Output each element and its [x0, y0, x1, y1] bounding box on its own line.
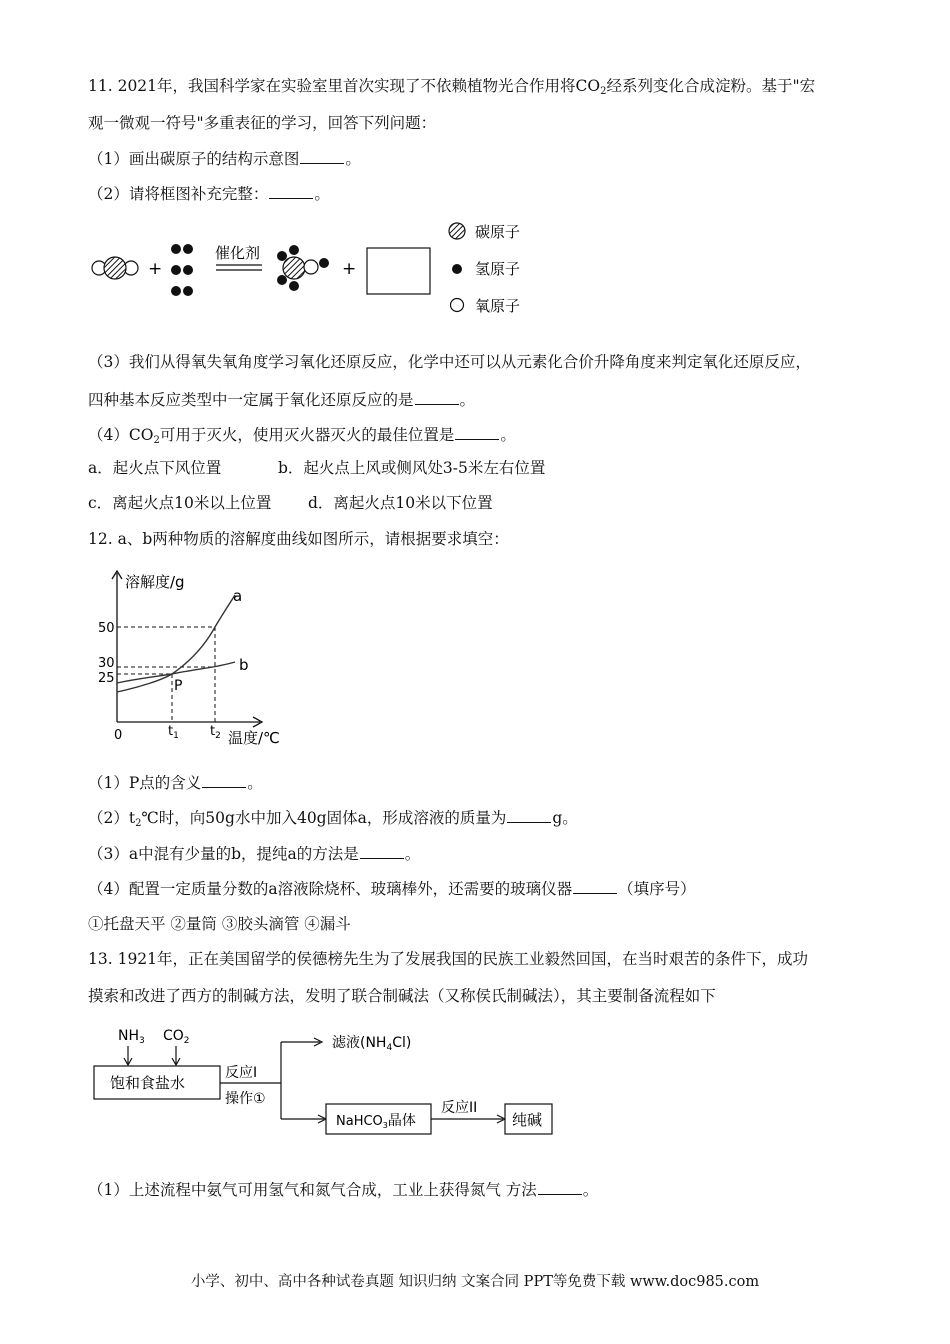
svg-text:碳原子: 碳原子	[475, 223, 521, 241]
page-footer: 小学、初中、高中各种试卷真题 知识归纳 文案合同 PPT等免费下载 www.doc985.com	[190, 1274, 760, 1290]
co2-label: $CO_2$	[163, 1028, 190, 1046]
q13-intro-line1: 13. 1921年，正在美国留学的侯德榜先生为了发展我国的民族工业毅然回国，在当时艰苦的条件下，成功	[88, 950, 809, 968]
reaction2-label: 反应II	[441, 1100, 478, 1116]
answer-blank[interactable]	[573, 879, 617, 894]
diagram-legend	[449, 223, 520, 315]
x-tick-label-t2: $t_2$	[210, 724, 221, 741]
answer-box[interactable]	[367, 248, 430, 294]
q11-part2: （2）请将框图补充完整： 。	[88, 185, 330, 203]
process-flow-diagram	[88, 1018, 558, 1143]
answer-blank[interactable]	[538, 1180, 582, 1195]
reaction-diagram	[80, 212, 550, 322]
oxygen-atom-icon	[451, 299, 464, 312]
answer-blank[interactable]	[300, 149, 344, 164]
svg-text:纯碱: 纯碱	[512, 1111, 543, 1129]
origin-label: 0	[114, 728, 123, 743]
svg-text:氢原子: 氢原子	[475, 260, 521, 278]
y-tick-label: 30	[98, 656, 115, 671]
answer-blank[interactable]	[360, 844, 404, 859]
point-p-label: P	[174, 678, 183, 694]
option-c: c．离起火点10米以上位置	[88, 494, 272, 512]
nh3-label: $NH_3$	[118, 1028, 145, 1046]
q11-part3-line1: （3）我们从得氧失氧角度学习氧化还原反应，化学中还可以从元素化合价升降角度来判定氧化还原反应，	[88, 353, 811, 371]
q12-intro: 12. a、b两种物质的溶解度曲线如图所示，请根据要求填空：	[88, 530, 509, 548]
answer-blank[interactable]	[202, 773, 246, 788]
q11-part4: $(4)CO_2$可用于灭火，使用灭火器灭火的最佳位置是 。	[88, 426, 516, 446]
plus-sign: +	[342, 259, 357, 279]
svg-text:NaHCO3晶体: NaHCO$_3$晶体	[336, 1113, 416, 1130]
q12-choices: ①托盘天平 ②量筒 ③胶头滴管 ④漏斗	[88, 915, 351, 933]
methanol-molecule-icon	[277, 245, 329, 291]
y-tick-label: 50	[98, 621, 115, 636]
carbon-atom-icon	[449, 223, 465, 239]
hydrogen-atom-icon	[452, 264, 462, 274]
operation1-label: 操作①	[225, 1091, 266, 1107]
q13-intro-line2: 摸索和改进了西方的制碱方法，发明了联合制碱法（又称侯氏制碱法），其主要制备流程如下	[88, 987, 716, 1005]
catalyst-label: 催化剂	[215, 244, 261, 262]
option-a: a．起火点下风位置	[88, 459, 222, 477]
x-axis-label: 温度/℃	[228, 729, 280, 747]
q12-part3: （3）a中混有少量的b，提纯a的方法是 。	[88, 845, 421, 863]
solubility-chart	[100, 565, 300, 750]
q11-intro-line1: 11. 2021年，我国科学家在实验室里首次实现了不依赖植物光合作用将$CO_2$经系列变化合成淀粉。基于"宏	[88, 77, 816, 97]
filtrate-label: 滤液$(NH_4Cl)$	[332, 1035, 412, 1053]
option-d: d．离起火点10米以下位置	[308, 494, 493, 512]
curve-a-label: a	[233, 587, 243, 605]
q12-part2: $(2)t_2℃$时，向50g水中加入40g固体a，形成溶液的质量为 g。	[88, 809, 578, 829]
answer-blank[interactable]	[455, 425, 499, 440]
reaction1-label: 反应I	[225, 1065, 258, 1081]
q12-part1: （1）P点的含义 。	[88, 774, 263, 792]
hydrogen-molecules-icon	[171, 244, 193, 296]
answer-blank[interactable]	[269, 184, 313, 199]
q12-part4: （4）配置一定质量分数的a溶液除烧杯、玻璃棒外，还需要的玻璃仪器 （填序号）	[88, 880, 696, 898]
co2-molecule-icon	[92, 257, 138, 279]
answer-blank[interactable]	[507, 808, 551, 823]
q11-part3-line2: 四种基本反应类型中一定属于氧化还原反应的是 。	[88, 391, 476, 409]
svg-text:饱和食盐水: 饱和食盐水	[110, 1074, 186, 1092]
y-axis-label: 溶解度/g	[125, 573, 185, 591]
curve-b-label: b	[239, 656, 249, 674]
x-tick-label-t1: $t_1$	[168, 724, 179, 741]
q13-part1: （1）上述流程中氨气可用氢气和氮气合成，工业上获得氮气 方法 。	[88, 1181, 599, 1199]
y-tick-label: 25	[98, 671, 115, 686]
q11-part1: （1）画出碳原子的结构示意图 。	[88, 150, 361, 168]
svg-text:氧原子: 氧原子	[475, 297, 521, 315]
option-b: b．起火点上风或侧风处3-5米左右位置	[278, 459, 546, 477]
plus-sign: +	[148, 259, 163, 279]
answer-blank[interactable]	[415, 390, 459, 405]
q11-intro-line2: 观一微观一符号"多重表征的学习，回答下列问题：	[88, 114, 437, 132]
